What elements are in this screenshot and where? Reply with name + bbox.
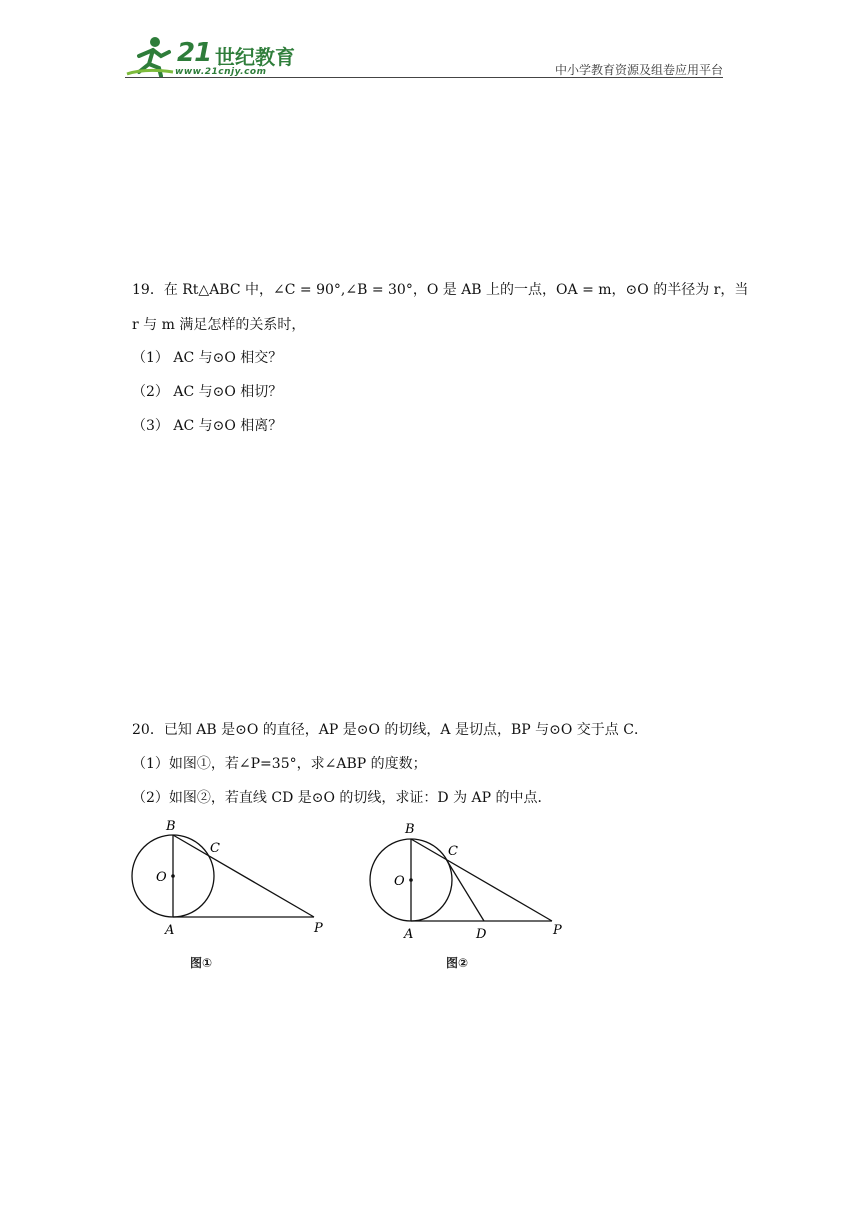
header-tagline: 中小学教育资源及组卷应用平台: [554, 63, 723, 77]
q20-part2: （2）如图②，若直线 CD 是⊙O 的切线，求证：D 为 AP 的中点．: [132, 790, 552, 806]
header-rule: [125, 77, 723, 78]
fig1-label-c: C: [210, 841, 220, 856]
fig1-caption: 图①: [190, 956, 213, 970]
fig2-label-o: O: [394, 874, 405, 889]
q19-stem-line2: r 与 m 满足怎样的关系时，: [132, 317, 306, 333]
geometry-figures: [128, 816, 588, 976]
fig1-label-a: A: [165, 923, 175, 938]
fig2-label-p: P: [553, 923, 562, 938]
q19-part1: （1） AC 与⊙O 相交？: [132, 350, 283, 366]
fig2-center-dot: [409, 878, 413, 882]
fig2-tangent-cd: [446, 859, 484, 921]
q20-part1: （1）如图①，若∠P=35°，求∠ABP 的度数；: [132, 756, 427, 772]
fig2-label-b: B: [405, 822, 415, 837]
fig1-label-p: P: [314, 921, 323, 936]
brand-name: 世纪教育: [215, 45, 295, 69]
q19-part2: （2） AC 与⊙O 相切？: [132, 384, 283, 400]
fig1-line-bp: [173, 835, 314, 917]
figure-1: [132, 819, 323, 938]
fig1-label-o: O: [156, 870, 167, 885]
fig1-label-b: B: [166, 819, 176, 834]
fig2-label-c: C: [448, 844, 458, 859]
brand-logo: [125, 34, 295, 78]
brand-url: www.21cnjy.com: [175, 67, 267, 77]
q19-part3: （3） AC 与⊙O 相离？: [132, 418, 283, 434]
fig2-label-d: D: [476, 927, 487, 942]
figure-2: [370, 822, 562, 942]
runner-logo-icon: [125, 34, 175, 78]
q19-stem-line1: 19．在 Rt△ABC 中，∠C = 90°,∠B = 30°，O 是 AB 上的一点，OA = m，⊙O 的半径为 r，当: [132, 282, 749, 298]
fig1-center-dot: [171, 874, 175, 878]
fig2-caption: 图②: [446, 956, 469, 970]
figures: [128, 816, 588, 976]
brand-number: 21: [177, 38, 212, 68]
fig2-label-a: A: [404, 927, 414, 942]
fig2-line-bp: [411, 839, 552, 921]
q20-stem: 20．已知 AB 是⊙O 的直径，AP 是⊙O 的切线，A 是切点，BP 与⊙O 交于点 C．: [132, 722, 648, 738]
page-header: [125, 28, 723, 80]
